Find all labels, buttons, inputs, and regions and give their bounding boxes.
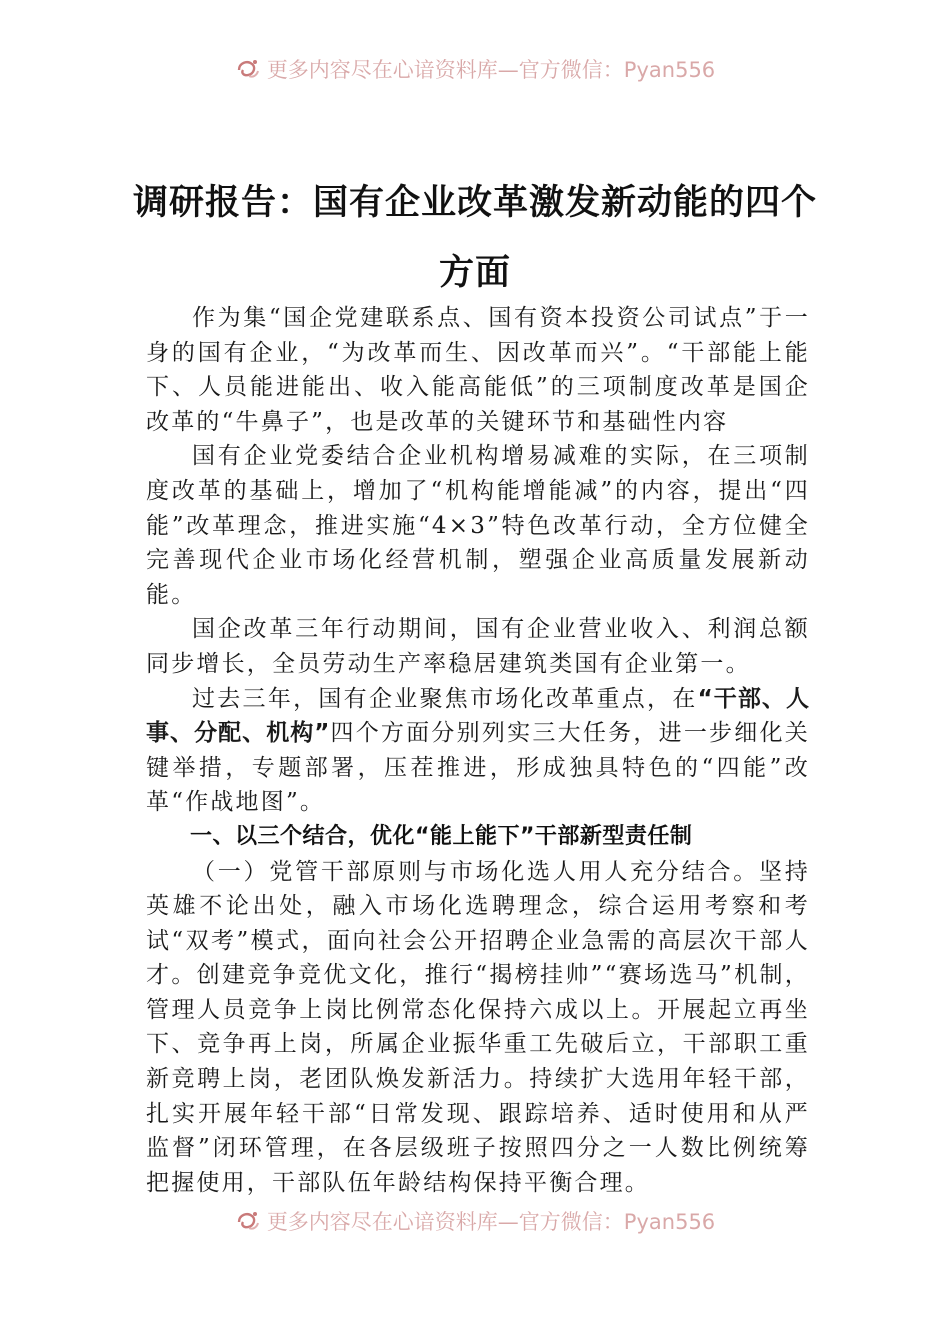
watermark-header bbox=[0, 52, 950, 86]
paragraph: 作为集“国企党建联系点、国有资本投资公司试点”于一身的国有企业，“为改革而生、因改革而兴”。“干部能上能下、人员能进能出、收入能高能低”的三项制度改革是国企改革的“牛鼻子”，也是改革的关键环节和基础性内容 bbox=[146, 305, 810, 435]
paragraph-text: 四个方面分别列实三大任务，进一步细化关键举措，专题部署，压茬推进，形成独具特色的“四能”改革“作战地图”。 bbox=[146, 720, 810, 816]
watermark-text: 更多内容尽在心谙资料库—官方微信：Pyan556 bbox=[266, 58, 716, 82]
logo-icon bbox=[235, 1208, 261, 1234]
paragraph bbox=[146, 682, 810, 820]
section-heading: 一、以三个结合，优化“能上能下”干部新型责任制 bbox=[190, 823, 693, 849]
paragraph: （一）党管干部原则与市场化选人用人充分结合。坚持英雄不论出处，融入市场化选聘理念，综合运用考察和考试“双考”模式，面向社会公开招聘企业急需的高层次干部人才。创建竞争竞优文化，推行“揭榜挂帅”“赛场选马”机制，管理人员竞争上岗比例常态化保持六成以上。开展起立再坐下、竞争再上岗，所属企业振华重工先破后立，干部职工重新竞聘上岗，老团队焕发新活力。持续扩大选用年轻干部，扎实开展年轻干部“日常发现、跟踪培养、适时使用和从严监督”闭环管理，在各层级班子按照四分之一人数比例统筹把握使用，干部队伍年龄结构保持平衡合理。 bbox=[146, 858, 810, 1196]
document-body bbox=[146, 301, 810, 1200]
paragraph-text: 过去三年，国有企业聚焦市场化改革重点，在 bbox=[192, 685, 698, 712]
watermark-text: 更多内容尽在心谙资料库—官方微信：Pyan556 bbox=[266, 1210, 716, 1234]
page-title: 调研报告：国有企业改革激发新动能的四个方面 bbox=[132, 182, 817, 293]
paragraph: 国有企业党委结合企业机构增易减难的实际，在三项制度改革的基础上，增加了“机构能增能减”的内容，提出“四能”改革理念，推进实施“4×3”特色改革行动，全方位健全完善现代企业市场化经营机制，塑强企业高质量发展新动能。 bbox=[146, 443, 810, 608]
paragraph: 国企改革三年行动期间，国有企业营业收入、利润总额同步增长，全员劳动生产率稳居建筑类国有企业第一。 bbox=[146, 616, 810, 677]
bold-emphasis: “干部、人事、分配、机构” bbox=[146, 685, 810, 747]
watermark-footer bbox=[0, 1204, 950, 1238]
logo-icon bbox=[235, 56, 261, 82]
